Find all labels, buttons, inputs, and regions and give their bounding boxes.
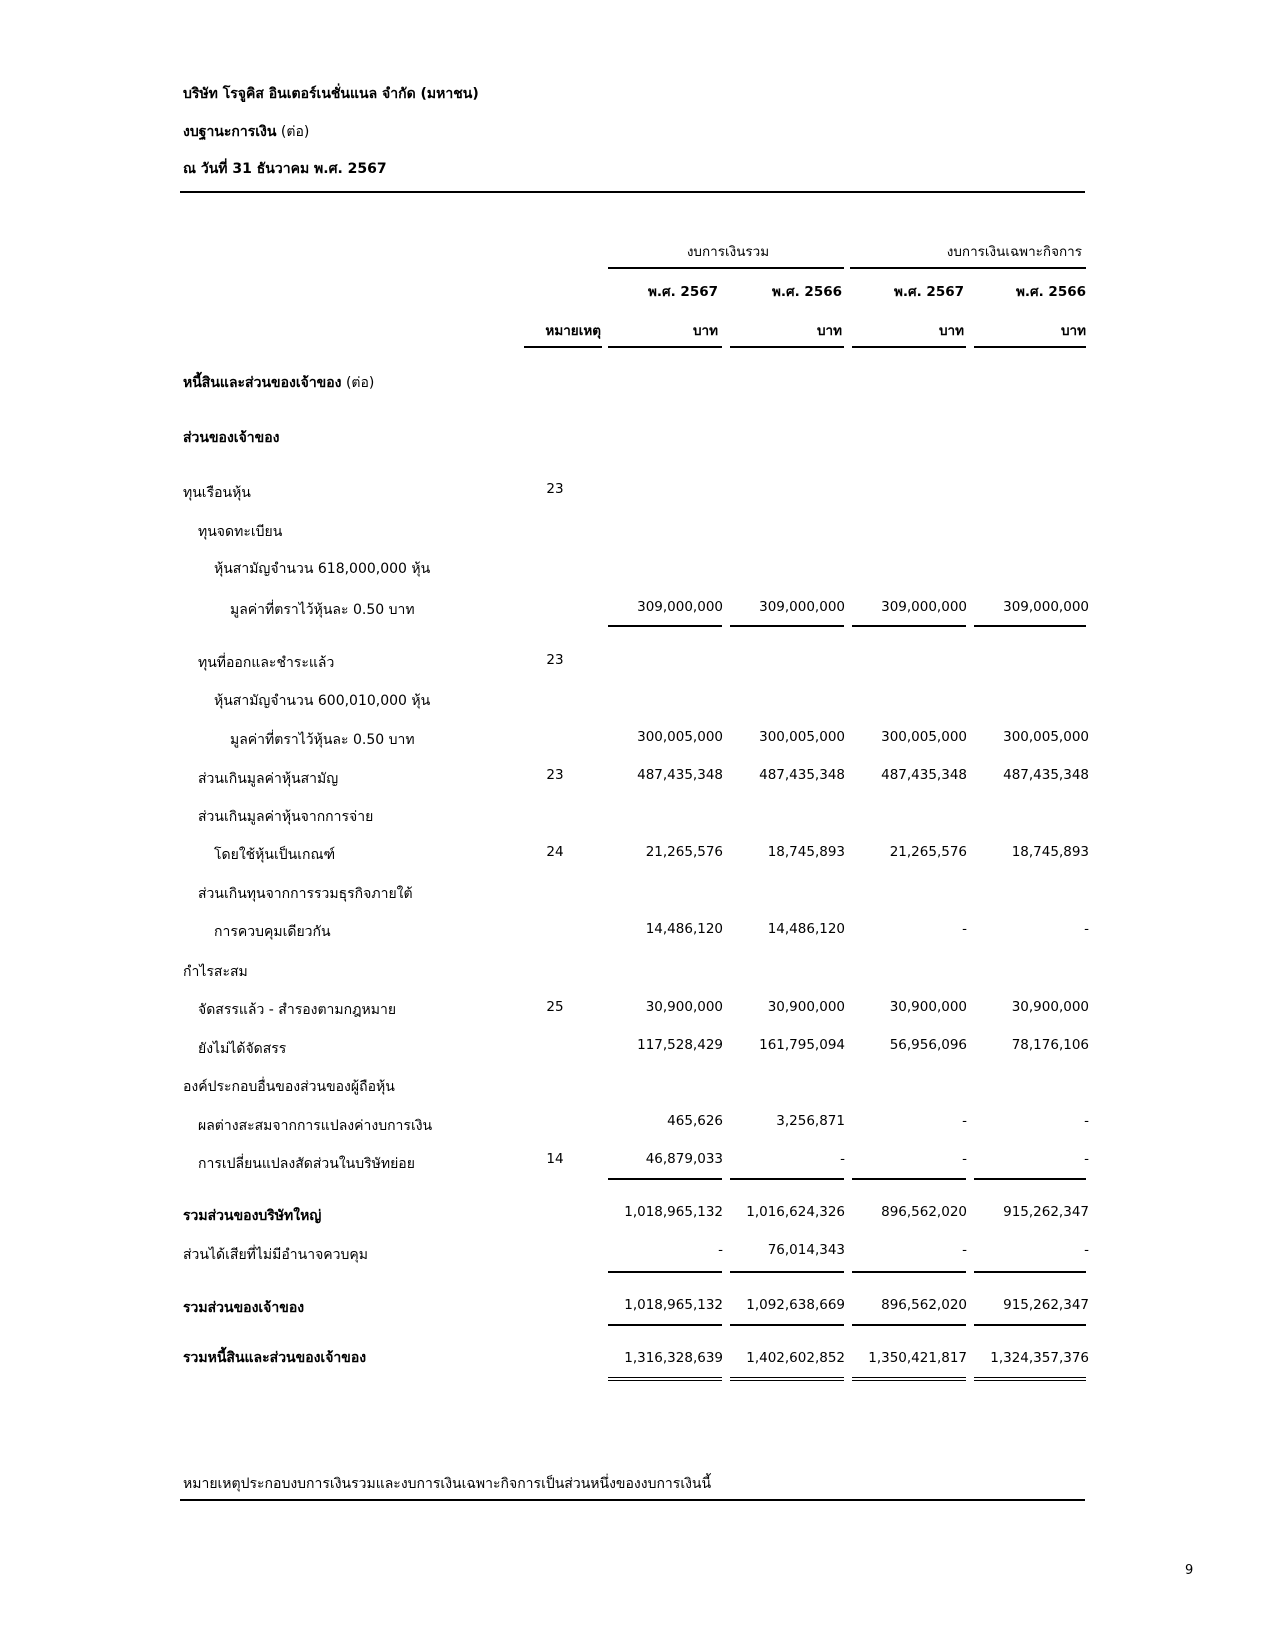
footer-note: หมายเหตุประกอบงบการเงินรวมและงบการเงินเฉพาะกิจการเป็นส่วนหนึ่งของงบการเงินนี้ bbox=[183, 1476, 712, 1492]
row-note: 24 bbox=[546, 844, 564, 860]
subtotal-rule bbox=[852, 1324, 966, 1326]
row-label-total: รวมส่วนของเจ้าของ bbox=[183, 1300, 305, 1316]
row-label: หุ้นสามัญจำนวน 600,010,000 หุ้น bbox=[214, 693, 431, 709]
row-value: 1,018,965,132 bbox=[624, 1204, 723, 1220]
row-value: 30,900,000 bbox=[889, 999, 967, 1015]
subtotal-rule bbox=[730, 1271, 844, 1273]
row-value: 487,435,348 bbox=[759, 767, 845, 783]
row-value: 14,486,120 bbox=[645, 921, 723, 937]
row-value: 117,528,429 bbox=[637, 1037, 723, 1053]
row-label: จัดสรรแล้ว - สำรองตามกฎหมาย bbox=[198, 1002, 397, 1018]
subtotal-rule bbox=[608, 625, 722, 627]
col-unit-1: บาท bbox=[692, 323, 718, 339]
row-value: - bbox=[962, 1113, 967, 1129]
grand-total-double-rule bbox=[730, 1377, 844, 1381]
row-label: กำไรสะสม bbox=[183, 964, 248, 980]
footer-rule bbox=[180, 1499, 1085, 1501]
row-value: 1,018,965,132 bbox=[624, 1297, 723, 1313]
row-value: - bbox=[1084, 1242, 1089, 1258]
row-label: ส่วนได้เสียที่ไม่มีอำนาจควบคุม bbox=[183, 1247, 368, 1263]
row-value: 896,562,020 bbox=[881, 1297, 967, 1313]
row-value: 1,350,421,817 bbox=[868, 1350, 967, 1366]
section-subtitle: ส่วนของเจ้าของ bbox=[183, 430, 280, 446]
subtotal-rule bbox=[974, 625, 1086, 627]
row-label: มูลค่าที่ตราไว้หุ้นละ 0.50 บาท bbox=[230, 732, 415, 748]
subtotal-rule bbox=[608, 1178, 722, 1180]
row-note: 25 bbox=[546, 999, 564, 1015]
row-value: 309,000,000 bbox=[759, 599, 845, 615]
subtotal-rule bbox=[730, 625, 844, 627]
row-value: 465,626 bbox=[667, 1113, 723, 1129]
row-value: 487,435,348 bbox=[1003, 767, 1089, 783]
row-value: 30,900,000 bbox=[1011, 999, 1089, 1015]
row-value: 309,000,000 bbox=[881, 599, 967, 615]
subtotal-rule bbox=[852, 625, 966, 627]
page-number: 9 bbox=[1185, 1563, 1194, 1578]
row-value: 915,262,347 bbox=[1003, 1297, 1089, 1313]
col-unit-4: บาท bbox=[1060, 323, 1086, 339]
section-title-text: หนี้สินและส่วนของเจ้าของ bbox=[183, 375, 342, 391]
col-note-header: หมายเหตุ bbox=[545, 323, 601, 339]
row-note: 23 bbox=[546, 481, 564, 497]
col-rule-1 bbox=[608, 346, 722, 348]
row-value: 896,562,020 bbox=[881, 1204, 967, 1220]
row-value: 46,879,033 bbox=[645, 1151, 723, 1167]
row-label: ทุนเรือนหุ้น bbox=[183, 485, 251, 501]
row-label: ผลต่างสะสมจากการแปลงค่างบการเงิน bbox=[198, 1118, 433, 1134]
col-group-separate: งบการเงินเฉพาะกิจการ bbox=[946, 244, 1082, 260]
row-label: ยังไม่ได้จัดสรร bbox=[198, 1041, 287, 1057]
subtotal-rule bbox=[608, 1271, 722, 1273]
row-note: 23 bbox=[546, 652, 564, 668]
row-value: 300,005,000 bbox=[881, 729, 967, 745]
row-value: - bbox=[1084, 1113, 1089, 1129]
grand-total-double-rule bbox=[974, 1377, 1086, 1381]
subtotal-rule bbox=[730, 1178, 844, 1180]
row-value: 3,256,871 bbox=[776, 1113, 845, 1129]
row-value: 18,745,893 bbox=[767, 844, 845, 860]
subtotal-rule bbox=[730, 1324, 844, 1326]
section-title bbox=[183, 372, 374, 394]
row-note: 14 bbox=[546, 1151, 564, 1167]
row-label: โดยใช้หุ้นเป็นเกณฑ์ bbox=[214, 847, 336, 863]
row-value: 76,014,343 bbox=[767, 1242, 845, 1258]
row-value: 1,316,328,639 bbox=[624, 1350, 723, 1366]
row-value: - bbox=[962, 1151, 967, 1167]
row-value: 309,000,000 bbox=[637, 599, 723, 615]
statement-date: ณ วันที่ 31 ธันวาคม พ.ศ. 2567 bbox=[183, 161, 387, 177]
subtotal-rule bbox=[974, 1271, 1086, 1273]
col-year-2: พ.ศ. 2566 bbox=[772, 284, 842, 300]
row-value: 300,005,000 bbox=[1003, 729, 1089, 745]
row-label: ส่วนเกินมูลค่าหุ้นสามัญ bbox=[198, 771, 339, 787]
col-group-consolidated: งบการเงินรวม bbox=[686, 244, 770, 260]
row-value: - bbox=[718, 1242, 723, 1258]
subtotal-rule bbox=[974, 1324, 1086, 1326]
row-value: 915,262,347 bbox=[1003, 1204, 1089, 1220]
row-label: มูลค่าที่ตราไว้หุ้นละ 0.50 บาท bbox=[230, 602, 415, 618]
company-name: บริษัท โรจูคิส อินเตอร์เนชั่นแนล จำกัด (มหาชน) bbox=[183, 86, 479, 102]
row-value: 300,005,000 bbox=[637, 729, 723, 745]
row-value: - bbox=[1084, 1151, 1089, 1167]
statement-title bbox=[183, 121, 309, 143]
col-group-separate-rule bbox=[850, 267, 1086, 269]
subtotal-rule bbox=[852, 1271, 966, 1273]
col-unit-3: บาท bbox=[938, 323, 964, 339]
row-label: องค์ประกอบอื่นของส่วนของผู้ถือหุ้น bbox=[183, 1079, 395, 1095]
col-year-3: พ.ศ. 2567 bbox=[894, 284, 964, 300]
row-value: 56,956,096 bbox=[889, 1037, 967, 1053]
row-value: 300,005,000 bbox=[759, 729, 845, 745]
subtotal-rule bbox=[608, 1324, 722, 1326]
row-value: 1,402,602,852 bbox=[746, 1350, 845, 1366]
col-group-consolidated-rule bbox=[608, 267, 844, 269]
col-rule-2 bbox=[730, 346, 844, 348]
col-year-1: พ.ศ. 2567 bbox=[648, 284, 718, 300]
grand-total-double-rule bbox=[852, 1377, 966, 1381]
row-value: 78,176,106 bbox=[1011, 1037, 1089, 1053]
subtotal-rule bbox=[852, 1178, 966, 1180]
row-value: 1,016,624,326 bbox=[746, 1204, 845, 1220]
statement-title-text: งบฐานะการเงิน bbox=[183, 124, 277, 140]
row-label: ทุนจดทะเบียน bbox=[198, 524, 283, 540]
col-unit-2: บาท bbox=[816, 323, 842, 339]
row-value: 21,265,576 bbox=[889, 844, 967, 860]
row-note: 23 bbox=[546, 767, 564, 783]
row-value: - bbox=[1084, 921, 1089, 937]
row-value: 1,324,357,376 bbox=[990, 1350, 1089, 1366]
row-label-grand-total: รวมหนี้สินและส่วนของเจ้าของ bbox=[183, 1350, 367, 1366]
grand-total-double-rule bbox=[608, 1377, 722, 1381]
row-label: ส่วนเกินทุนจากการรวมธุรกิจภายใต้ bbox=[198, 886, 413, 902]
col-year-4: พ.ศ. 2566 bbox=[1016, 284, 1086, 300]
row-value: 30,900,000 bbox=[767, 999, 845, 1015]
statement-title-suffix: (ต่อ) bbox=[280, 124, 310, 140]
row-value: 1,092,638,669 bbox=[746, 1297, 845, 1313]
subtotal-rule bbox=[974, 1178, 1086, 1180]
row-value: 18,745,893 bbox=[1011, 844, 1089, 860]
row-label: การควบคุมเดียวกัน bbox=[214, 924, 331, 940]
row-label: ส่วนเกินมูลค่าหุ้นจากการจ่าย bbox=[198, 809, 374, 825]
row-label-total: รวมส่วนของบริษัทใหญ่ bbox=[183, 1208, 322, 1224]
col-rule-3 bbox=[852, 346, 966, 348]
row-value: - bbox=[962, 921, 967, 937]
row-value: 487,435,348 bbox=[881, 767, 967, 783]
row-label: ทุนที่ออกและชำระแล้ว bbox=[198, 655, 335, 671]
row-value: 487,435,348 bbox=[637, 767, 723, 783]
section-title-suffix: (ต่อ) bbox=[345, 375, 375, 391]
row-value: 161,795,094 bbox=[759, 1037, 845, 1053]
row-value: 30,900,000 bbox=[645, 999, 723, 1015]
row-value: 21,265,576 bbox=[645, 844, 723, 860]
col-rule-4 bbox=[974, 346, 1086, 348]
row-label: หุ้นสามัญจำนวน 618,000,000 หุ้น bbox=[214, 561, 431, 577]
col-note-rule bbox=[524, 346, 602, 348]
row-value: 14,486,120 bbox=[767, 921, 845, 937]
row-label: การเปลี่ยนแปลงสัดส่วนในบริษัทย่อย bbox=[198, 1156, 415, 1172]
row-value: 309,000,000 bbox=[1003, 599, 1089, 615]
row-value: - bbox=[962, 1242, 967, 1258]
row-value: - bbox=[840, 1151, 845, 1167]
header-rule bbox=[180, 191, 1085, 193]
